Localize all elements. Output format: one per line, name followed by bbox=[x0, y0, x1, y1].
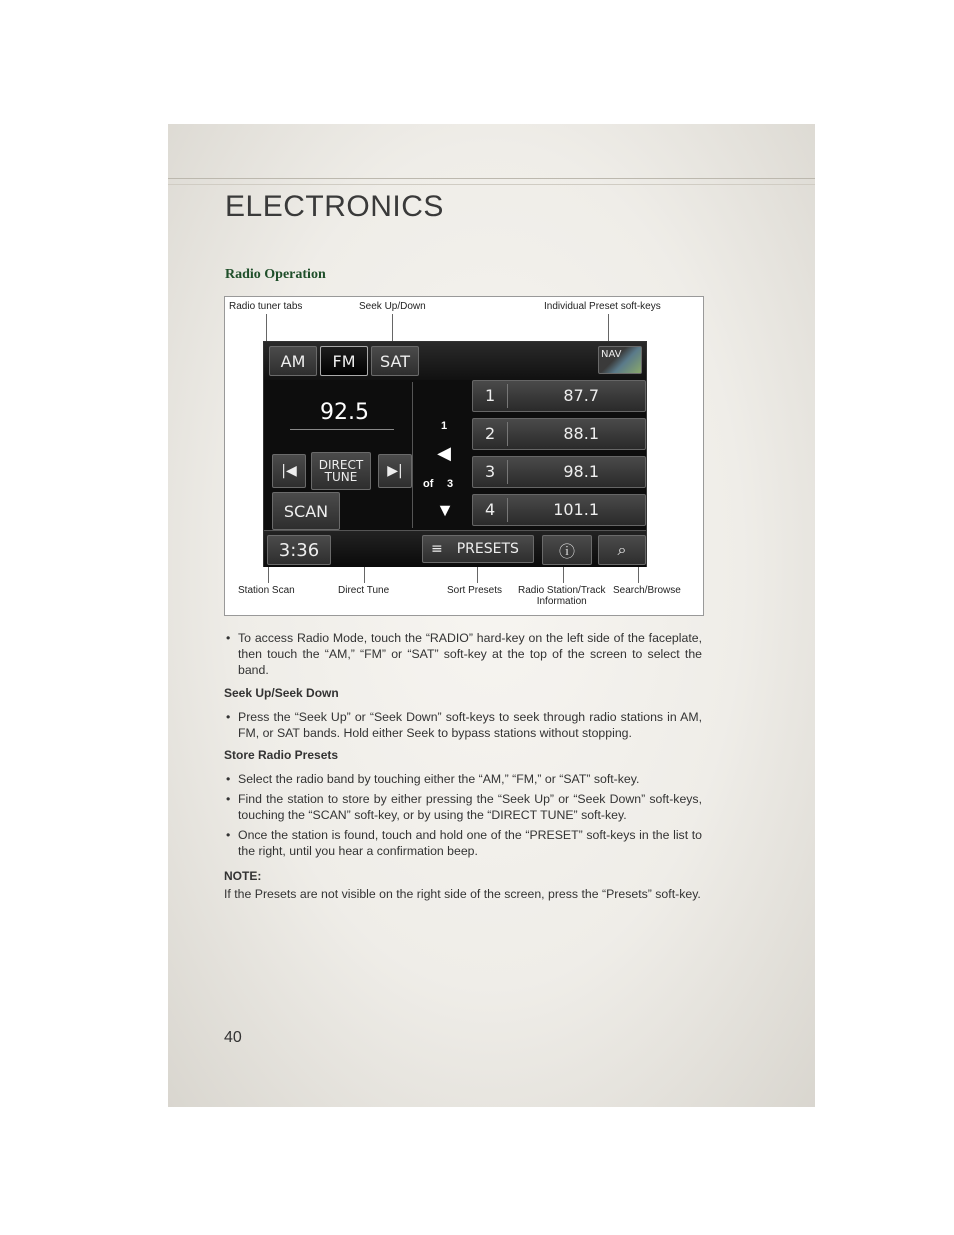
preset-separator bbox=[507, 498, 508, 522]
direct-tune-button[interactable]: DIRECT TUNE bbox=[311, 452, 371, 490]
tab-am[interactable]: AM bbox=[269, 346, 317, 376]
skip-back-icon: |◀ bbox=[281, 463, 297, 479]
manual-page bbox=[168, 124, 815, 1107]
callout-station-scan: Station Scan bbox=[238, 585, 295, 596]
bullet-text: • Select the radio band by touching either the “AM,” “FM,” or “SAT” soft-key. bbox=[224, 771, 702, 787]
scan-button[interactable]: SCAN bbox=[272, 492, 340, 530]
bullet-text: • Press the “Seek Up” or “Seek Down” soft-keys to seek through radio stations in AM, FM, or SAT bands. Hold either Seek to bypass stations without stopping. bbox=[224, 709, 702, 741]
preset-page-index: 1 bbox=[441, 420, 448, 432]
callout-station-info: Radio Station/Track Information bbox=[518, 585, 606, 607]
preset-key[interactable] bbox=[472, 418, 646, 450]
page-title: ELECTRONICS bbox=[225, 190, 444, 223]
info-button[interactable] bbox=[542, 535, 592, 565]
tab-sat[interactable]: SAT bbox=[371, 346, 419, 376]
bullet-text: • Once the station is found, touch and hold one of the “PRESET” soft-keys in the list to the right, until you hear a confirmation beep. bbox=[224, 827, 702, 859]
intro-bullet bbox=[224, 630, 702, 678]
screen-divider bbox=[412, 382, 413, 528]
frequency-underline bbox=[290, 429, 394, 430]
preset-key[interactable] bbox=[472, 456, 646, 488]
presets-button[interactable] bbox=[422, 535, 534, 563]
callout-tuner-tabs: Radio tuner tabs bbox=[229, 301, 303, 312]
preset-key[interactable] bbox=[472, 380, 646, 412]
bullet-text: • To access Radio Mode, touch the “RADIO” hard-key on the left side of the faceplate, then touch the “AM,” “FM” or “SAT” soft-key at the top of the screen to select the band. bbox=[224, 630, 702, 678]
search-icon: ⌕ bbox=[617, 540, 627, 559]
preset-frequency: 98.1 bbox=[563, 462, 599, 481]
seek-up-button[interactable] bbox=[378, 454, 412, 488]
preset-frequency: 101.1 bbox=[553, 500, 599, 519]
seek-down-button[interactable] bbox=[272, 454, 306, 488]
sort-presets-icon: ≡ bbox=[431, 541, 443, 557]
header-rule-2 bbox=[168, 184, 815, 185]
note-text: If the Presets are not visible on the right side of the screen, press the “Presets” soft-key. bbox=[224, 887, 701, 901]
frequency-display: 92.5 bbox=[320, 400, 369, 425]
preset-number: 4 bbox=[485, 500, 496, 519]
skip-forward-icon: ▶| bbox=[387, 463, 403, 479]
preset-page-total: 3 bbox=[447, 478, 454, 490]
preset-number: 1 bbox=[485, 386, 496, 405]
preset-page-of: of bbox=[423, 478, 434, 490]
note-heading: NOTE: bbox=[224, 869, 262, 883]
section-heading: Radio Operation bbox=[225, 267, 326, 282]
preset-separator bbox=[507, 384, 508, 408]
search-browse-button[interactable] bbox=[598, 535, 646, 565]
seek-heading: Seek Up/Seek Down bbox=[224, 686, 339, 700]
preset-number: 3 bbox=[485, 462, 496, 481]
scroll-down-arrow-icon[interactable]: ▼ bbox=[436, 500, 454, 520]
callout-search-browse: Search/Browse bbox=[613, 585, 681, 596]
preset-separator bbox=[507, 422, 508, 446]
preset-frequency: 87.7 bbox=[563, 386, 599, 405]
callout-presets: Individual Preset soft-keys bbox=[544, 301, 661, 312]
tab-fm[interactable]: FM bbox=[320, 346, 368, 376]
callout-seek: Seek Up/Down bbox=[359, 301, 426, 312]
preset-number: 2 bbox=[485, 424, 496, 443]
store-bullets bbox=[224, 771, 702, 859]
page-number: 40 bbox=[224, 1029, 242, 1046]
callout-direct-tune: Direct Tune bbox=[338, 585, 390, 596]
nav-button[interactable]: NAV bbox=[598, 346, 642, 374]
preset-separator bbox=[507, 460, 508, 484]
radio-screen-figure bbox=[224, 296, 704, 616]
callout-sort-presets: Sort Presets bbox=[447, 585, 503, 596]
store-heading: Store Radio Presets bbox=[224, 748, 339, 762]
preset-scroll-icon[interactable]: ◀ bbox=[437, 443, 451, 463]
header-rule bbox=[168, 178, 815, 179]
radio-screen bbox=[263, 341, 647, 567]
seek-bullet bbox=[224, 709, 702, 741]
preset-key[interactable] bbox=[472, 494, 646, 526]
presets-button-label: PRESETS bbox=[456, 541, 519, 557]
preset-frequency: 88.1 bbox=[563, 424, 599, 443]
clock-display: 3:36 bbox=[267, 535, 331, 565]
bullet-text: • Find the station to store by either pressing the “Seek Up” or “Seek Down” soft-keys, touching the “SCAN” soft-key, or by using the “DIRECT TUNE” soft-key. bbox=[224, 791, 702, 823]
info-icon: ⓘ bbox=[558, 541, 575, 561]
